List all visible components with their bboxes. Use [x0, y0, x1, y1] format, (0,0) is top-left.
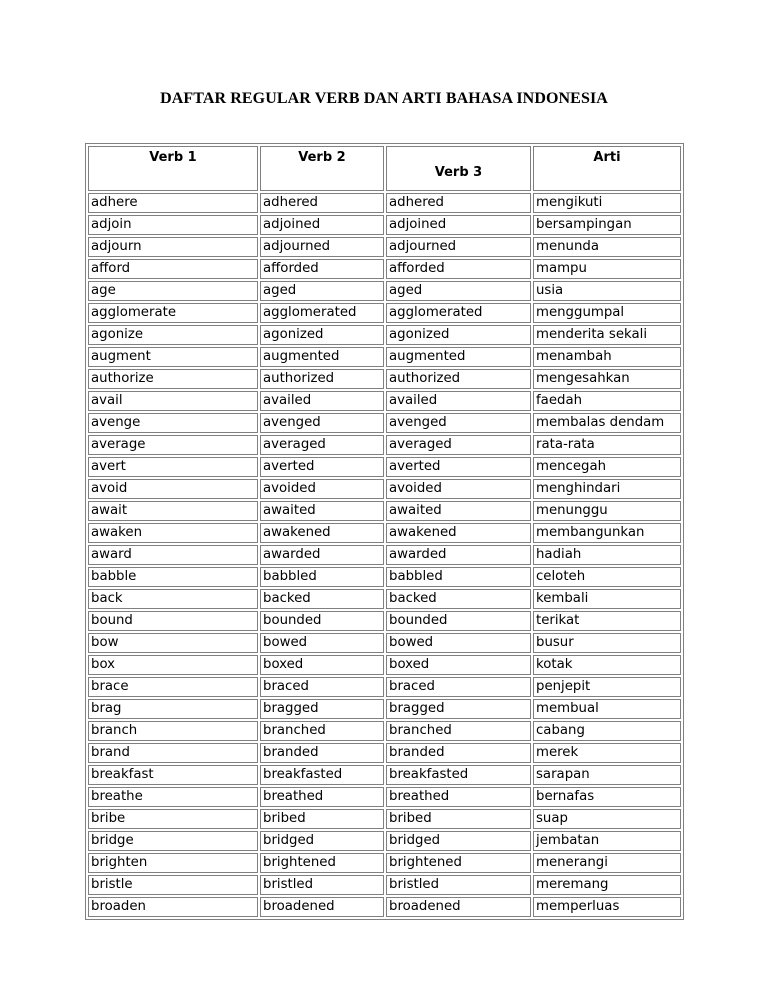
- table-row: [88, 413, 681, 433]
- verb-2-cell: agonized: [260, 325, 384, 345]
- verb-1-cell: augment: [88, 347, 258, 367]
- verb-2-cell: adhered: [260, 193, 384, 213]
- verb-1-cell: age: [88, 281, 258, 301]
- verb-2-cell: augmented: [260, 347, 384, 367]
- verb-1-cell: avoid: [88, 479, 258, 499]
- verb-1-cell: bridge: [88, 831, 258, 851]
- verb-3-cell: bribed: [386, 809, 531, 829]
- verb-2-cell: bribed: [260, 809, 384, 829]
- header-verb-3: Verb 3: [386, 146, 531, 191]
- verb-1-cell: adhere: [88, 193, 258, 213]
- verb-2-cell: adjourned: [260, 237, 384, 257]
- verb-1-cell: babble: [88, 567, 258, 587]
- verb-1-cell: adjourn: [88, 237, 258, 257]
- verb-2-cell: availed: [260, 391, 384, 411]
- arti-cell: kotak: [533, 655, 681, 675]
- verb-3-cell: avoided: [386, 479, 531, 499]
- verb-1-cell: bribe: [88, 809, 258, 829]
- verb-1-cell: branch: [88, 721, 258, 741]
- verb-1-cell: avail: [88, 391, 258, 411]
- table-row: [88, 325, 681, 345]
- table-row: [88, 787, 681, 807]
- table-row: [88, 743, 681, 763]
- verb-2-cell: babbled: [260, 567, 384, 587]
- arti-cell: faedah: [533, 391, 681, 411]
- verb-3-cell: adjoined: [386, 215, 531, 235]
- table-row: [88, 259, 681, 279]
- table-row: [88, 853, 681, 873]
- verb-2-cell: braced: [260, 677, 384, 697]
- verb-1-cell: avenge: [88, 413, 258, 433]
- table-row: [88, 281, 681, 301]
- table-row: [88, 633, 681, 653]
- verb-2-cell: awaited: [260, 501, 384, 521]
- verb-1-cell: awaken: [88, 523, 258, 543]
- verb-3-cell: breathed: [386, 787, 531, 807]
- verb-3-cell: avenged: [386, 413, 531, 433]
- arti-cell: bernafas: [533, 787, 681, 807]
- verb-2-cell: branded: [260, 743, 384, 763]
- verb-3-cell: aged: [386, 281, 531, 301]
- arti-cell: menghindari: [533, 479, 681, 499]
- table-row: [88, 215, 681, 235]
- verb-1-cell: back: [88, 589, 258, 609]
- verb-3-cell: brightened: [386, 853, 531, 873]
- verb-table: [85, 143, 684, 920]
- arti-cell: usia: [533, 281, 681, 301]
- verb-1-cell: bound: [88, 611, 258, 631]
- verb-3-cell: bragged: [386, 699, 531, 719]
- arti-cell: menambah: [533, 347, 681, 367]
- arti-cell: memperluas: [533, 897, 681, 917]
- table-header-row: [88, 146, 681, 191]
- arti-cell: menunda: [533, 237, 681, 257]
- table-row: [88, 897, 681, 917]
- arti-cell: sarapan: [533, 765, 681, 785]
- verb-1-cell: afford: [88, 259, 258, 279]
- table-row: [88, 303, 681, 323]
- arti-cell: membual: [533, 699, 681, 719]
- verb-3-cell: babbled: [386, 567, 531, 587]
- verb-3-cell: augmented: [386, 347, 531, 367]
- verb-1-cell: box: [88, 655, 258, 675]
- verb-2-cell: aged: [260, 281, 384, 301]
- table-row: [88, 765, 681, 785]
- arti-cell: jembatan: [533, 831, 681, 851]
- arti-cell: mengikuti: [533, 193, 681, 213]
- verb-2-cell: bragged: [260, 699, 384, 719]
- arti-cell: menggumpal: [533, 303, 681, 323]
- arti-cell: celoteh: [533, 567, 681, 587]
- verb-3-cell: breakfasted: [386, 765, 531, 785]
- arti-cell: membangunkan: [533, 523, 681, 543]
- header-verb-2: Verb 2: [260, 146, 384, 191]
- table-row: [88, 655, 681, 675]
- arti-cell: mencegah: [533, 457, 681, 477]
- verb-3-cell: bowed: [386, 633, 531, 653]
- verb-2-cell: authorized: [260, 369, 384, 389]
- verb-1-cell: brighten: [88, 853, 258, 873]
- verb-2-cell: brightened: [260, 853, 384, 873]
- arti-cell: bersampingan: [533, 215, 681, 235]
- arti-cell: hadiah: [533, 545, 681, 565]
- verb-2-cell: avoided: [260, 479, 384, 499]
- arti-cell: menerangi: [533, 853, 681, 873]
- verb-3-cell: bristled: [386, 875, 531, 895]
- verb-3-cell: broadened: [386, 897, 531, 917]
- verb-1-cell: bow: [88, 633, 258, 653]
- arti-cell: membalas dendam: [533, 413, 681, 433]
- arti-cell: meremang: [533, 875, 681, 895]
- table-row: [88, 677, 681, 697]
- verb-2-cell: averaged: [260, 435, 384, 455]
- arti-cell: mampu: [533, 259, 681, 279]
- verb-2-cell: backed: [260, 589, 384, 609]
- arti-cell: kembali: [533, 589, 681, 609]
- table-row: [88, 435, 681, 455]
- table-row: [88, 501, 681, 521]
- verb-1-cell: brag: [88, 699, 258, 719]
- verb-3-cell: authorized: [386, 369, 531, 389]
- table-row: [88, 237, 681, 257]
- verb-2-cell: broadened: [260, 897, 384, 917]
- verb-3-cell: awaited: [386, 501, 531, 521]
- verb-3-cell: averaged: [386, 435, 531, 455]
- verb-2-cell: afforded: [260, 259, 384, 279]
- verb-1-cell: authorize: [88, 369, 258, 389]
- table-row: [88, 523, 681, 543]
- table-row: [88, 699, 681, 719]
- table-row: [88, 875, 681, 895]
- verb-1-cell: adjoin: [88, 215, 258, 235]
- verb-3-cell: afforded: [386, 259, 531, 279]
- table-body: [88, 193, 681, 917]
- table-row: [88, 347, 681, 367]
- arti-cell: penjepit: [533, 677, 681, 697]
- verb-3-cell: adhered: [386, 193, 531, 213]
- verb-2-cell: adjoined: [260, 215, 384, 235]
- arti-cell: mengesahkan: [533, 369, 681, 389]
- verb-2-cell: branched: [260, 721, 384, 741]
- table-row: [88, 589, 681, 609]
- verb-2-cell: bowed: [260, 633, 384, 653]
- table-row: [88, 611, 681, 631]
- verb-3-cell: bounded: [386, 611, 531, 631]
- arti-cell: menunggu: [533, 501, 681, 521]
- verb-1-cell: bristle: [88, 875, 258, 895]
- table-row: [88, 193, 681, 213]
- table-row: [88, 721, 681, 741]
- verb-2-cell: breakfasted: [260, 765, 384, 785]
- verb-2-cell: awakened: [260, 523, 384, 543]
- verb-3-cell: branched: [386, 721, 531, 741]
- verb-1-cell: breakfast: [88, 765, 258, 785]
- table-row: [88, 391, 681, 411]
- verb-2-cell: bounded: [260, 611, 384, 631]
- verb-1-cell: brace: [88, 677, 258, 697]
- verb-3-cell: boxed: [386, 655, 531, 675]
- arti-cell: busur: [533, 633, 681, 653]
- verb-1-cell: agonize: [88, 325, 258, 345]
- verb-2-cell: bristled: [260, 875, 384, 895]
- arti-cell: terikat: [533, 611, 681, 631]
- arti-cell: suap: [533, 809, 681, 829]
- table-row: [88, 809, 681, 829]
- verb-1-cell: await: [88, 501, 258, 521]
- verb-3-cell: backed: [386, 589, 531, 609]
- table-row: [88, 567, 681, 587]
- table-row: [88, 457, 681, 477]
- verb-1-cell: breathe: [88, 787, 258, 807]
- verb-3-cell: agglomerated: [386, 303, 531, 323]
- verb-2-cell: avenged: [260, 413, 384, 433]
- arti-cell: cabang: [533, 721, 681, 741]
- verb-1-cell: brand: [88, 743, 258, 763]
- table-row: [88, 369, 681, 389]
- verb-1-cell: agglomerate: [88, 303, 258, 323]
- verb-1-cell: average: [88, 435, 258, 455]
- verb-3-cell: bridged: [386, 831, 531, 851]
- verb-3-cell: awakened: [386, 523, 531, 543]
- header-verb-1: Verb 1: [88, 146, 258, 191]
- verb-1-cell: broaden: [88, 897, 258, 917]
- verb-3-cell: averted: [386, 457, 531, 477]
- verb-2-cell: bridged: [260, 831, 384, 851]
- arti-cell: merek: [533, 743, 681, 763]
- page-title: DAFTAR REGULAR VERB DAN ARTI BAHASA INDONESIA: [160, 90, 608, 107]
- verb-1-cell: award: [88, 545, 258, 565]
- verb-3-cell: branded: [386, 743, 531, 763]
- verb-3-cell: braced: [386, 677, 531, 697]
- verb-3-cell: awarded: [386, 545, 531, 565]
- header-arti: Arti: [533, 146, 681, 191]
- arti-cell: rata-rata: [533, 435, 681, 455]
- table-row: [88, 831, 681, 851]
- arti-cell: menderita sekali: [533, 325, 681, 345]
- verb-2-cell: agglomerated: [260, 303, 384, 323]
- verb-3-cell: adjourned: [386, 237, 531, 257]
- verb-2-cell: averted: [260, 457, 384, 477]
- verb-3-cell: availed: [386, 391, 531, 411]
- verb-2-cell: awarded: [260, 545, 384, 565]
- table-row: [88, 545, 681, 565]
- table-row: [88, 479, 681, 499]
- verb-3-cell: agonized: [386, 325, 531, 345]
- verb-2-cell: breathed: [260, 787, 384, 807]
- verb-2-cell: boxed: [260, 655, 384, 675]
- verb-1-cell: avert: [88, 457, 258, 477]
